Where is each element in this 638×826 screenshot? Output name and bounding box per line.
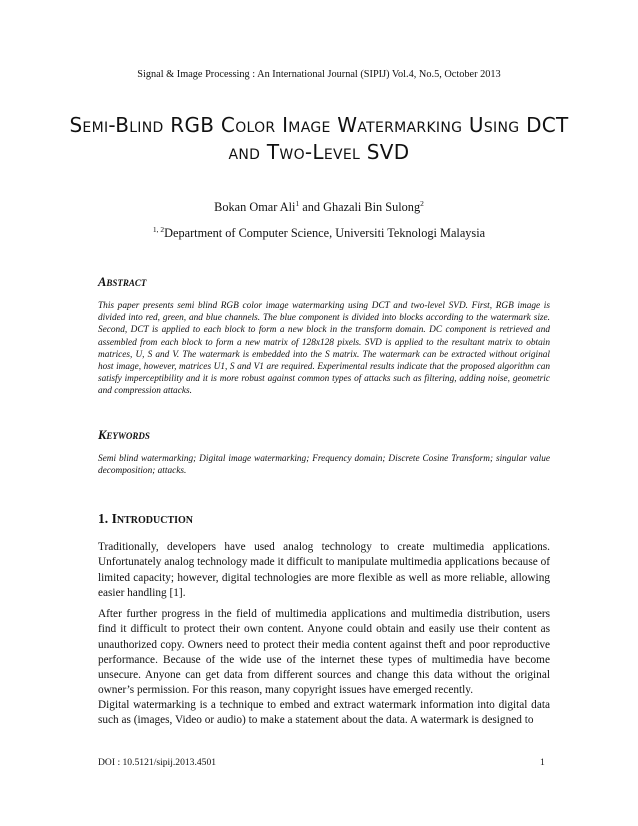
affiliation-marker: 1, 2 <box>152 225 165 234</box>
author-name: Bokan Omar Ali <box>214 200 296 214</box>
body-paragraph: Digital watermarking is a technique to embed and extract watermark information into digital data such as (images, Video or audio) to make a statement about the data. A watermark is designed to <box>98 699 550 727</box>
authors-line <box>0 200 638 215</box>
page-number: 1 <box>540 757 545 768</box>
author-conjunction: and <box>299 200 324 214</box>
author-name: Ghazali Bin Sulong <box>323 200 421 214</box>
keywords-heading: Keywords <box>98 428 150 442</box>
body-paragraph: Traditionally, developers have used analog technology to create multimedia applications. Unfortunately analog technology made it difficult to manipulate multimedia applications because of limited capacity; however, digital technologies are more flexible as well as more reliable, allowing easier handling [1]. <box>98 541 550 599</box>
journal-header: Signal & Image Processing : An International Journal (SIPIJ) Vol.4, No.5, October 2013 <box>137 69 501 80</box>
section-heading-introduction: 1. Introduction <box>98 511 194 526</box>
body-paragraph: After further progress in the field of multimedia applications and multimedia distribution, users find it difficult to protect their own content. Anyone could obtain and easily use their content as unauthorized copy. Owners need to protect their media content against theft and poor reproductive performance. Because of the wide use of the internet these types of multimedia have become unsecure. Anyone can get data from different sources and change this data without the original owner’s permission. For this reason, many copyright issues have emerged recently. <box>98 608 550 697</box>
author-affil-marker: 2 <box>420 199 424 208</box>
abstract-text: This paper presents semi blind RGB color image watermarking using DCT and two-level SVD. First, RGB image is divided into red, green, and blue channels. The blue component is divided into blocks according to the watermark size. Second, DCT is applied to each block to form a new block in the transform domain. DC component is retrieved and assembled from each block to form a new matrix of 128x128 pixels. SVD is applied to the resultant matrix to obtain matrices, U, S and V. The watermark is embedded into the S matrix. The watermark can be extracted without original host image, however, matrices U1, S and V1 are required. Experimental results indicate that the proposed algorithm can satisfy imperceptibility and it is more robust against common types of attacks such as filtering, adding noise, geometric and compression attacks. <box>98 301 550 397</box>
abstract-heading: Abstract <box>98 275 147 289</box>
footer-doi: DOI : 10.5121/sipij.2013.4501 <box>98 757 217 768</box>
paper-title: Semi-Blind RGB Color Image Watermarking Using DCT and Two-Level SVD <box>69 113 569 164</box>
affiliation-text: Department of Computer Science, Universiti Teknologi Malaysia <box>164 226 486 240</box>
affiliation <box>0 226 638 241</box>
author-affil-marker: 1 <box>295 199 300 208</box>
keywords-text: Semi blind watermarking; Digital image watermarking; Frequency domain; Discrete Cosine Transform; singular value decomposition; attacks. <box>98 454 550 477</box>
